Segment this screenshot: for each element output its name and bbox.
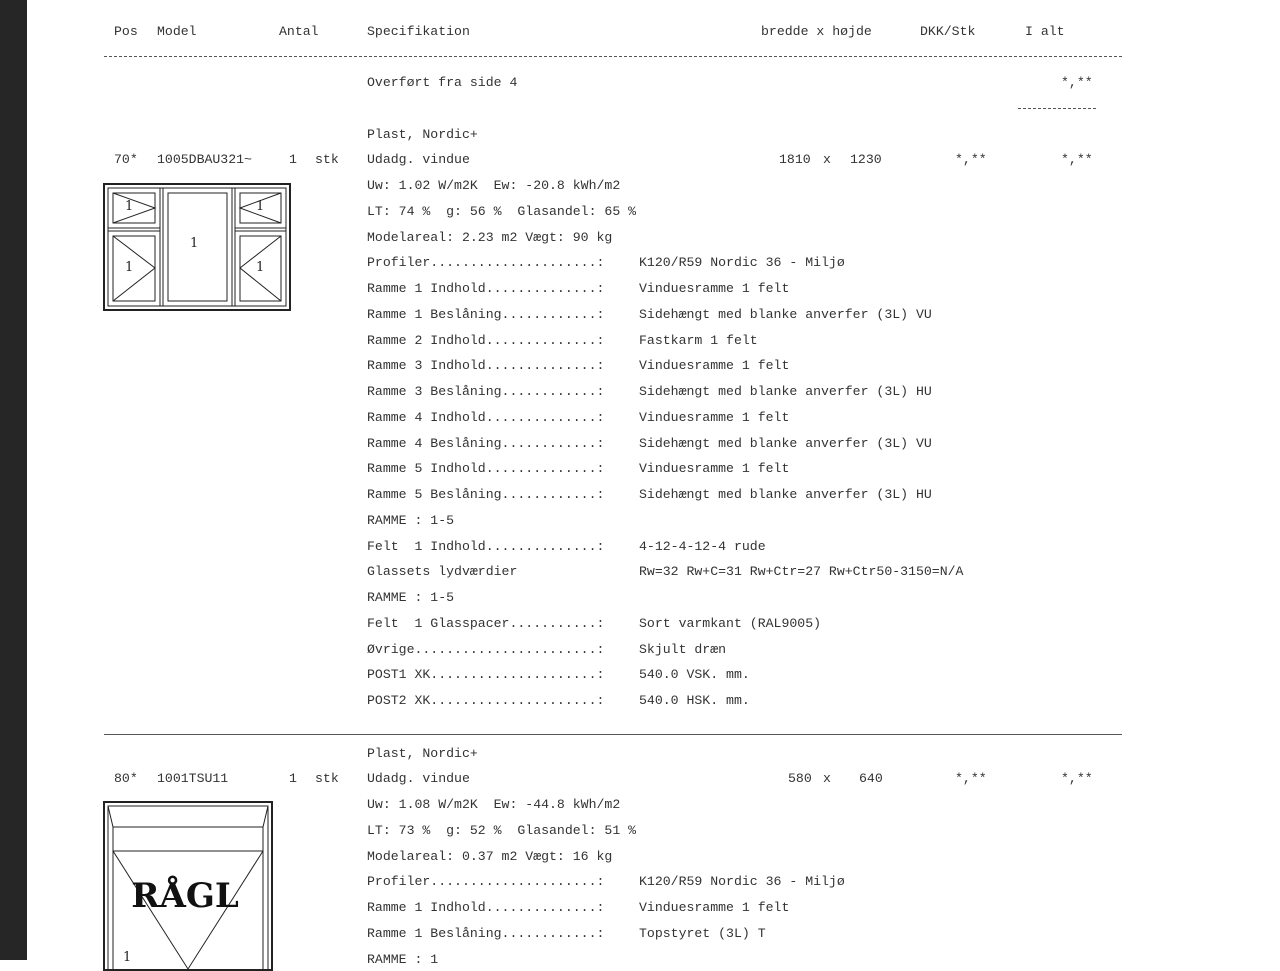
spec-label: Ramme 1 Beslåning............: (367, 306, 605, 322)
spec-value: Sort varmkant (RAL9005) (639, 615, 822, 631)
viewer-left-edge (0, 0, 27, 960)
item-height: 640 (859, 771, 883, 786)
spec-line: Modelareal: 0.37 m2 Vægt: 16 kg (367, 848, 613, 864)
spec-line: Plast, Nordic+ (367, 126, 478, 142)
item-height: 1230 (850, 152, 882, 167)
item-model: 1001TSU11 (157, 771, 229, 786)
spec-line: Modelareal: 2.23 m2 Vægt: 90 kg (367, 229, 613, 245)
item-x: x (823, 771, 831, 786)
spec-label: POST2 XK.....................: (367, 693, 605, 708)
drawing-label: 1 (256, 199, 265, 214)
spec-label: Glassets lydværdier (367, 564, 518, 580)
stamp-label: RÅGL (131, 876, 239, 916)
spec-value: Rw=32 Rw+C=31 Rw+Ctr=27 Rw+Ctr50-3150=N/A (639, 564, 964, 580)
header-antal: Antal (279, 24, 319, 39)
spec-label: POST1 XK.....................: (367, 667, 605, 683)
spec-label: Ramme 1 Beslåning............: (367, 925, 605, 941)
item-x: x (823, 152, 831, 167)
drawing-label: 1 (125, 260, 134, 275)
spec-label: Ramme 1 Indhold..............: (367, 281, 605, 296)
item-model: 1005DBAU321~ (157, 152, 252, 167)
carry-over-total: *,** (1061, 75, 1093, 90)
header-dkk-stk: DKK/Stk (920, 24, 976, 39)
item-width: 1810 (779, 152, 811, 167)
spec-label: Felt 1 Indhold..............: (367, 538, 605, 554)
spec-label: Ramme 4 Beslåning............: (367, 435, 605, 451)
header-model: Model (157, 24, 197, 39)
spec-value: 4-12-4-12-4 rude (639, 538, 766, 554)
spec-line: Plast, Nordic+ (367, 745, 478, 761)
header-divider (104, 56, 1122, 57)
spec-label: Felt 1 Glasspacer...........: (367, 615, 605, 631)
spec-line: RAMME : 1 (367, 951, 439, 967)
spec-line: Uw: 1.02 W/m2K Ew: -20.8 kWh/m2 (367, 178, 621, 193)
item-qty: 1 (289, 152, 297, 167)
spec-value: K120/R59 Nordic 36 - Miljø (639, 255, 845, 271)
item-pos: 70* (114, 152, 138, 167)
spec-value: K120/R59 Nordic 36 - Miljø (639, 874, 845, 890)
spec-value: 540.0 VSK. mm. (639, 667, 750, 683)
spec-line: Uw: 1.08 W/m2K Ew: -44.8 kWh/m2 (367, 797, 621, 812)
spec-label: Ramme 4 Indhold..............: (367, 409, 605, 425)
item-unit-price: *,** (955, 152, 987, 167)
spec-line: LT: 73 % g: 52 % Glasandel: 51 % (367, 822, 637, 838)
spec-label: Ramme 2 Indhold..............: (367, 332, 605, 348)
spec-value: Skjult dræn (639, 641, 727, 657)
spec-value: Vinduesramme 1 felt (639, 409, 790, 425)
item-unit: stk (315, 152, 339, 167)
spec-value: Topstyret (3L) T (639, 925, 766, 941)
item-unit: stk (315, 771, 339, 786)
window-drawing-80 (103, 801, 275, 971)
spec-label: Ramme 5 Indhold..............: (367, 461, 605, 477)
drawing-label: 1 (123, 950, 132, 965)
spec-value: Sidehængt med blanke anverfer (3L) VU (639, 435, 932, 451)
spec-label: Ramme 5 Beslåning............: (367, 487, 605, 502)
spec-label: Profiler.....................: (367, 874, 605, 890)
item-width: 580 (788, 771, 812, 786)
subtotal-rule (1018, 108, 1096, 109)
spec-label: Profiler.....................: (367, 255, 605, 271)
drawing-label: 1 (125, 199, 134, 214)
window-drawing-70 (103, 183, 293, 313)
spec-label: Ramme 3 Beslåning............: (367, 384, 605, 399)
spec-label: Ramme 3 Indhold..............: (367, 358, 605, 374)
spec-value: Vinduesramme 1 felt (639, 281, 790, 296)
carry-over-label: Overført fra side 4 (367, 75, 518, 90)
spec-value: Fastkarm 1 felt (639, 332, 758, 348)
spec-value: Vinduesramme 1 felt (639, 900, 790, 915)
header-specifikation: Specifikation (367, 24, 470, 39)
spec-value: Vinduesramme 1 felt (639, 358, 790, 374)
spec-line: RAMME : 1-5 (367, 590, 455, 605)
spec-line: Udadg. vindue (367, 152, 470, 168)
item-total: *,** (1061, 771, 1093, 786)
spec-value: Sidehængt med blanke anverfer (3L) HU (639, 384, 932, 399)
spec-line: LT: 74 % g: 56 % Glasandel: 65 % (367, 203, 637, 219)
drawing-label: 1 (190, 236, 199, 251)
spec-value: Sidehængt med blanke anverfer (3L) HU (639, 487, 932, 502)
spec-line: Udadg. vindue (367, 771, 470, 787)
header-i-alt: I alt (1025, 24, 1065, 39)
header-pos: Pos (114, 24, 138, 39)
item-divider (104, 734, 1122, 735)
item-total: *,** (1061, 152, 1093, 167)
spec-value: Sidehængt med blanke anverfer (3L) VU (639, 306, 932, 322)
spec-value: 540.0 HSK. mm. (639, 693, 750, 708)
spec-value: Vinduesramme 1 felt (639, 461, 790, 477)
spec-label: Øvrige.......................: (367, 641, 605, 657)
item-pos: 80* (114, 771, 138, 786)
item-qty: 1 (289, 771, 297, 786)
item-unit-price: *,** (955, 771, 987, 786)
spec-line: RAMME : 1-5 (367, 512, 455, 528)
header-dimensions: bredde x højde (761, 24, 872, 39)
drawing-label: 1 (256, 260, 265, 275)
spec-label: Ramme 1 Indhold..............: (367, 900, 605, 915)
